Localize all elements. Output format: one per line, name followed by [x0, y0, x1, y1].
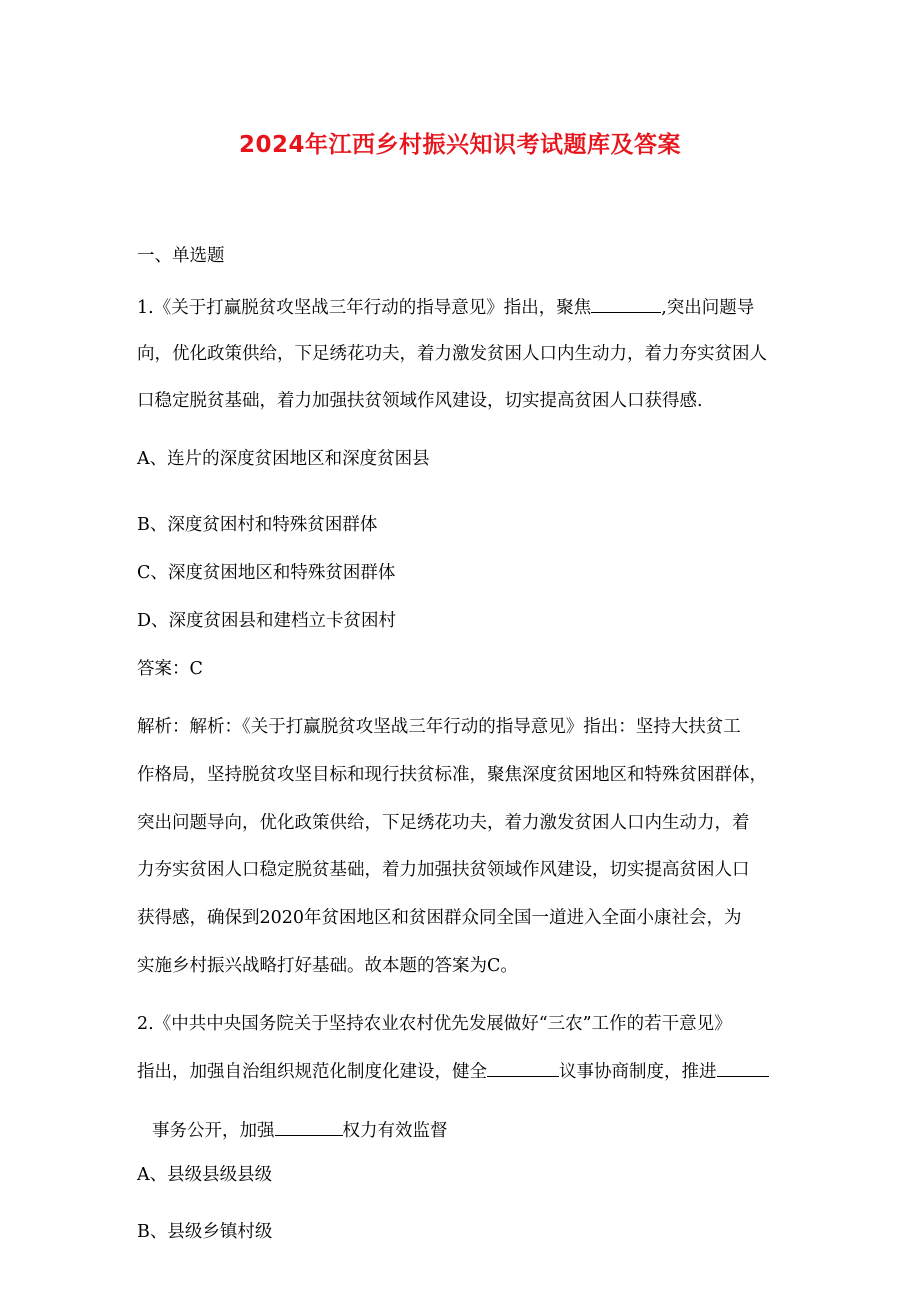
q1-analysis-line-6: 实施乡村振兴战略打好基础。故本题的答案为C。 [137, 956, 518, 976]
q2-stem-line-1: 2.《中共中央国务院关于坚持农业农村优先发展做好“三农”工作的若干意见》 [137, 1014, 732, 1034]
q1-stem-text-a: 1.《关于打赢脱贫攻坚战三年行动的指导意见》指出，聚焦 [137, 298, 592, 318]
q2-option-b: B、县级乡镇村级 [137, 1222, 273, 1242]
q2-stem-line-3 [152, 1117, 448, 1143]
q1-stem-text-b: ,突出问题导 [661, 298, 755, 318]
q1-option-d: D、深度贫困县和建档立卡贫困村 [137, 611, 397, 631]
q2-stem-text-c: 事务公开，加强 [152, 1121, 275, 1141]
q1-stem-line-2: 向，优化政策供给，下足绣花功夫，着力激发贫困人口内生动力，着力夯实贫困人 [137, 344, 767, 364]
q1-option-a: A、连片的深度贫困地区和深度贫困县 [137, 449, 430, 469]
q2-answer-blank-2 [717, 1058, 769, 1077]
q1-analysis-line-5: 获得感，确保到2020年贫困地区和贫困群众同全国一道进入全面小康社会，为 [137, 908, 742, 928]
q2-option-a: A、县级县级县级 [137, 1165, 273, 1185]
q1-analysis-line-2: 作格局，坚持脱贫攻坚目标和现行扶贫标准，聚焦深度贫困地区和特殊贫困群体， [137, 765, 767, 785]
section-heading: 一、单选题 [137, 246, 225, 266]
q2-answer-blank-3 [275, 1117, 343, 1136]
q1-analysis-line-4: 力夯实贫困人口稳定脱贫基础，着力加强扶贫领域作风建设，切实提高贫困人口 [137, 860, 750, 880]
q2-stem-line-2 [137, 1058, 769, 1084]
q1-analysis-line-1: 解析：解析：《关于打赢脱贫攻坚战三年行动的指导意见》指出：坚持大扶贫工 [137, 717, 741, 737]
q2-stem-text-a: 指出，加强自治组织规范化制度化建设，健全 [137, 1062, 487, 1082]
document-title: 2024年江西乡村振兴知识考试题库及答案 [238, 132, 681, 158]
q1-stem-line-3: 口稳定脱贫基础，着力加强扶贫领域作风建设，切实提高贫困人口获得感. [137, 391, 703, 411]
q1-answer: 答案：C [137, 659, 203, 679]
q1-answer-blank [591, 294, 661, 313]
q1-stem-line-1 [137, 294, 754, 320]
q1-analysis-line-3: 突出问题导向，优化政策供给，下足绣花功夫，着力激发贫困人口内生动力，着 [137, 813, 750, 833]
q2-answer-blank-1 [487, 1058, 559, 1077]
q2-stem-text-d: 权力有效监督 [342, 1121, 448, 1141]
q1-option-b: B、深度贫困村和特殊贫困群体 [137, 515, 378, 535]
q2-stem-text-b: 议事协商制度，推进 [559, 1062, 717, 1082]
q1-option-c: C、深度贫困地区和特殊贫困群体 [137, 563, 396, 583]
